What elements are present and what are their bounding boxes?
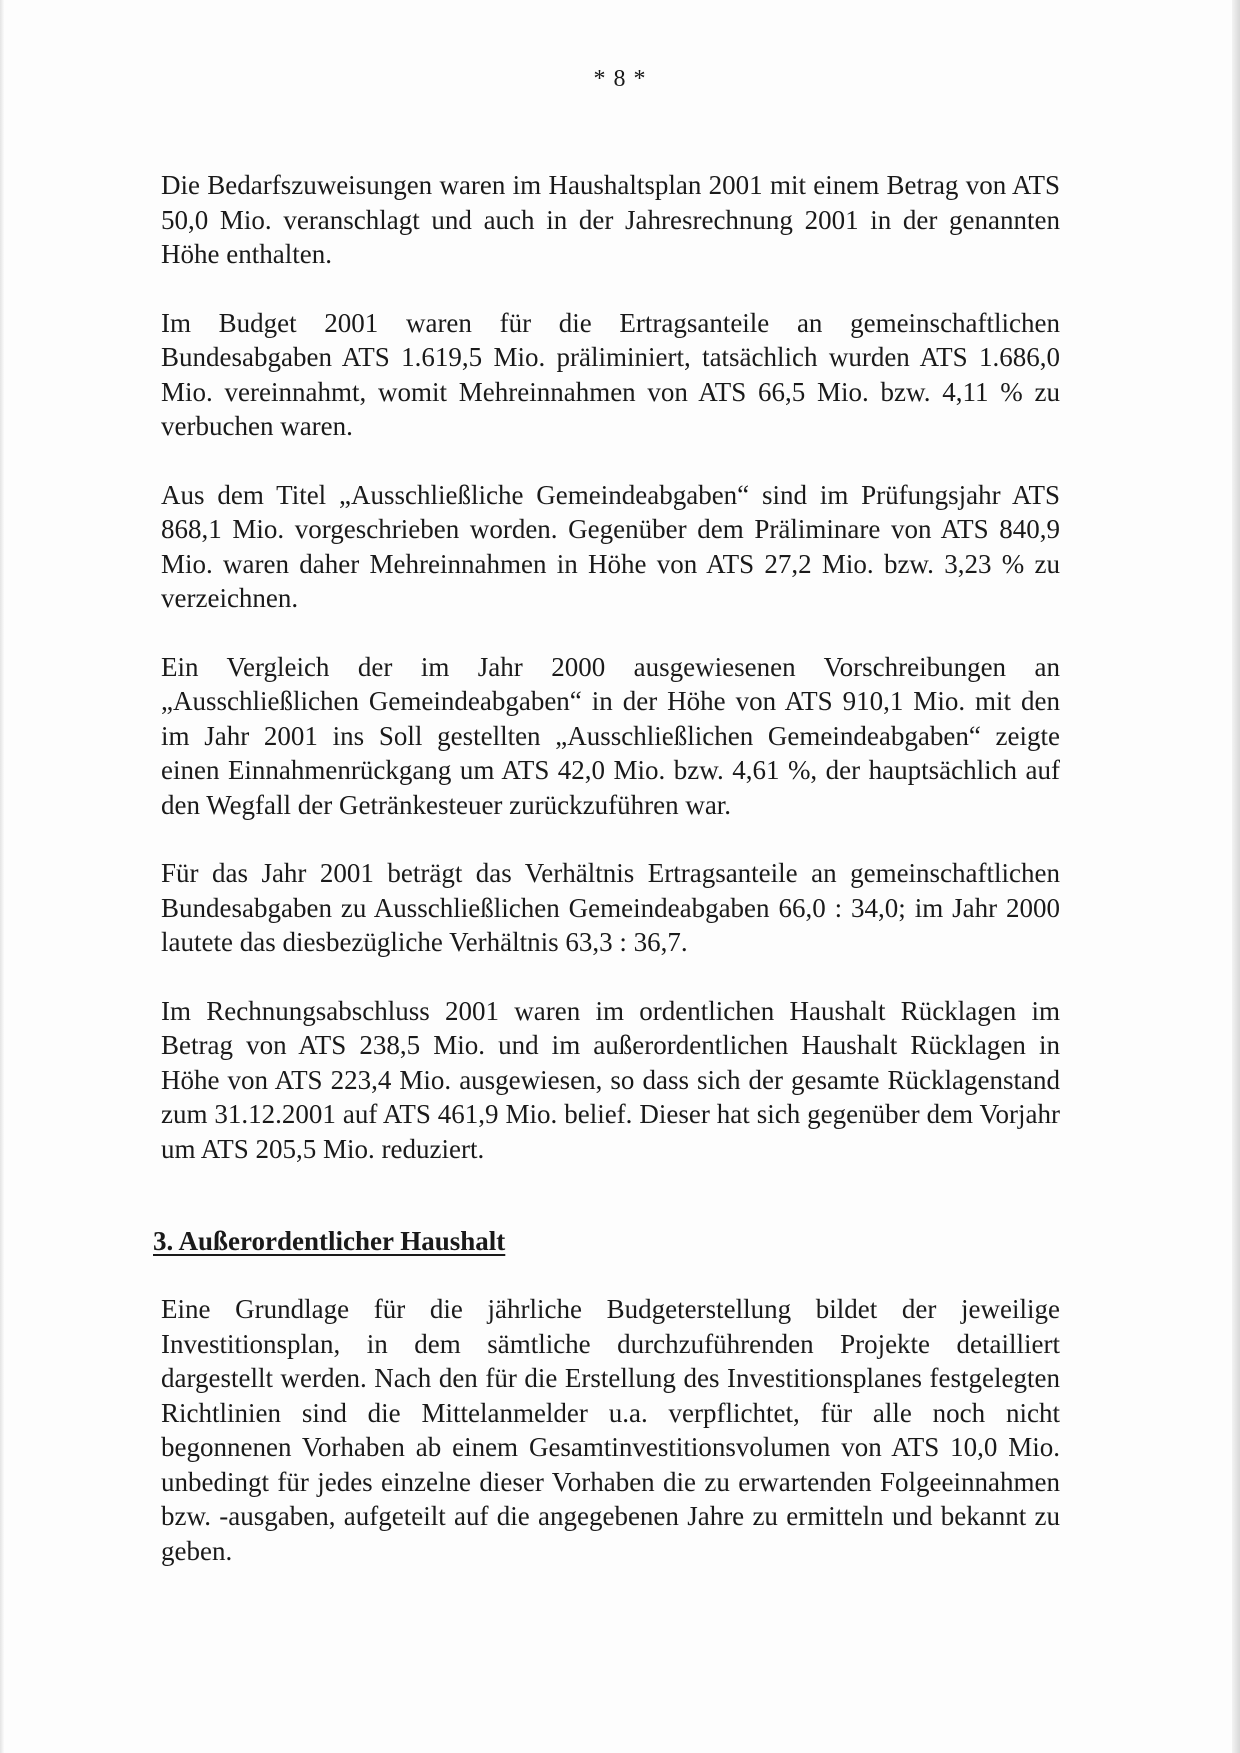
section-heading: 3. Außerordentlicher Haushalt	[153, 1226, 506, 1256]
paragraph-investitionsplan: Eine Grundlage für die jährliche Budgeterstellung bildet der jeweilige Investitionsplan, in dem sämtliche durchzuführenden Projekte detailliert dargestellt werden. Nach den für die Erstellung des Investitionsplanes festgelegten Richtlinien sind die Mittelanmelder u.a. verpflichtet, für alle noch nicht begonnenen Vorhaben ab einem Gesamtinvestitionsvolumen von ATS 10,0 Mio. unbedingt für jedes einzelne dieser Vorhaben die zu erwartenden Folgeeinnahmen bzw. -ausgaben, aufgeteilt auf die angegebenen Jahre zu ermitteln und bekannt zu geben.	[161, 1294, 1060, 1566]
paragraph-gemeindeabgaben: Aus dem Titel „Ausschließliche Gemeindeabgaben“ sind im Prüfungsjahr ATS 868,1 Mio. vorgeschrieben worden. Gegenüber dem Präliminare von ATS 840,9 Mio. waren daher Mehreinnahmen in Höhe von ATS 27,2 Mio. bzw. 3,23 % zu verzeichnen.	[161, 479, 1060, 613]
paragraph-ertragsanteile: Im Budget 2001 waren für die Ertragsanteile an gemeinschaftlichen Bundesabgaben ATS 1.619,5 Mio. präliminiert, tatsächlich wurden ATS 1.686,0 Mio. vereinnahmt, womit Mehreinnahmen von ATS 66,5 Mio. bzw. 4,11 % zu verbuchen waren.	[161, 307, 1060, 441]
paragraph-vergleich-2000: Ein Vergleich der im Jahr 2000 ausgewiesenen Vorschreibungen an „Ausschließlichen Gemeindeabgaben“ in der Höhe von ATS 910,1 Mio. mit den im Jahr 2001 ins Soll gestellten „Ausschließlichen Gemeindeabgaben“ zeigte einen Einnahmenrückgang um ATS 42,0 Mio. bzw. 4,61 %, der hauptsächlich auf den Wegfall der Getränkesteuer zurückzuführen war.	[161, 651, 1060, 820]
document-body	[153, 168, 1060, 1602]
scan-edge-left	[0, 0, 4, 1753]
paragraph-verhaeltnis: Für das Jahr 2001 beträgt das Verhältnis Ertragsanteile an gemeinschaftlichen Bundesabgaben zu Ausschließlichen Gemeindeabgaben 66,0 : 34,0; im Jahr 2000 lautete das diesbezügliche Verhältnis 63,3 : 36,7.	[161, 858, 1060, 957]
scan-edge-right	[1232, 0, 1240, 1753]
paragraph-ruecklagen: Im Rechnungsabschluss 2001 waren im ordentlichen Haushalt Rücklagen im Betrag von ATS 238,5 Mio. und im außerordentlichen Haushalt Rücklagen in Höhe von ATS 223,4 Mio. ausgewiesen, so dass sich der gesamte Rücklagenstand zum 31.12.2001 auf ATS 461,9 Mio. belief. Dieser hat sich gegenüber dem Vorjahr um ATS 205,5 Mio. reduziert.	[161, 995, 1060, 1164]
paragraph-bedarfszuweisungen: Die Bedarfszuweisungen waren im Haushaltsplan 2001 mit einem Betrag von ATS 50,0 Mio. veranschlagt und auch in der Jahresrechnung 2001 in der genannten Höhe enthalten.	[161, 170, 1060, 269]
page-number: * 8 *	[593, 66, 647, 92]
